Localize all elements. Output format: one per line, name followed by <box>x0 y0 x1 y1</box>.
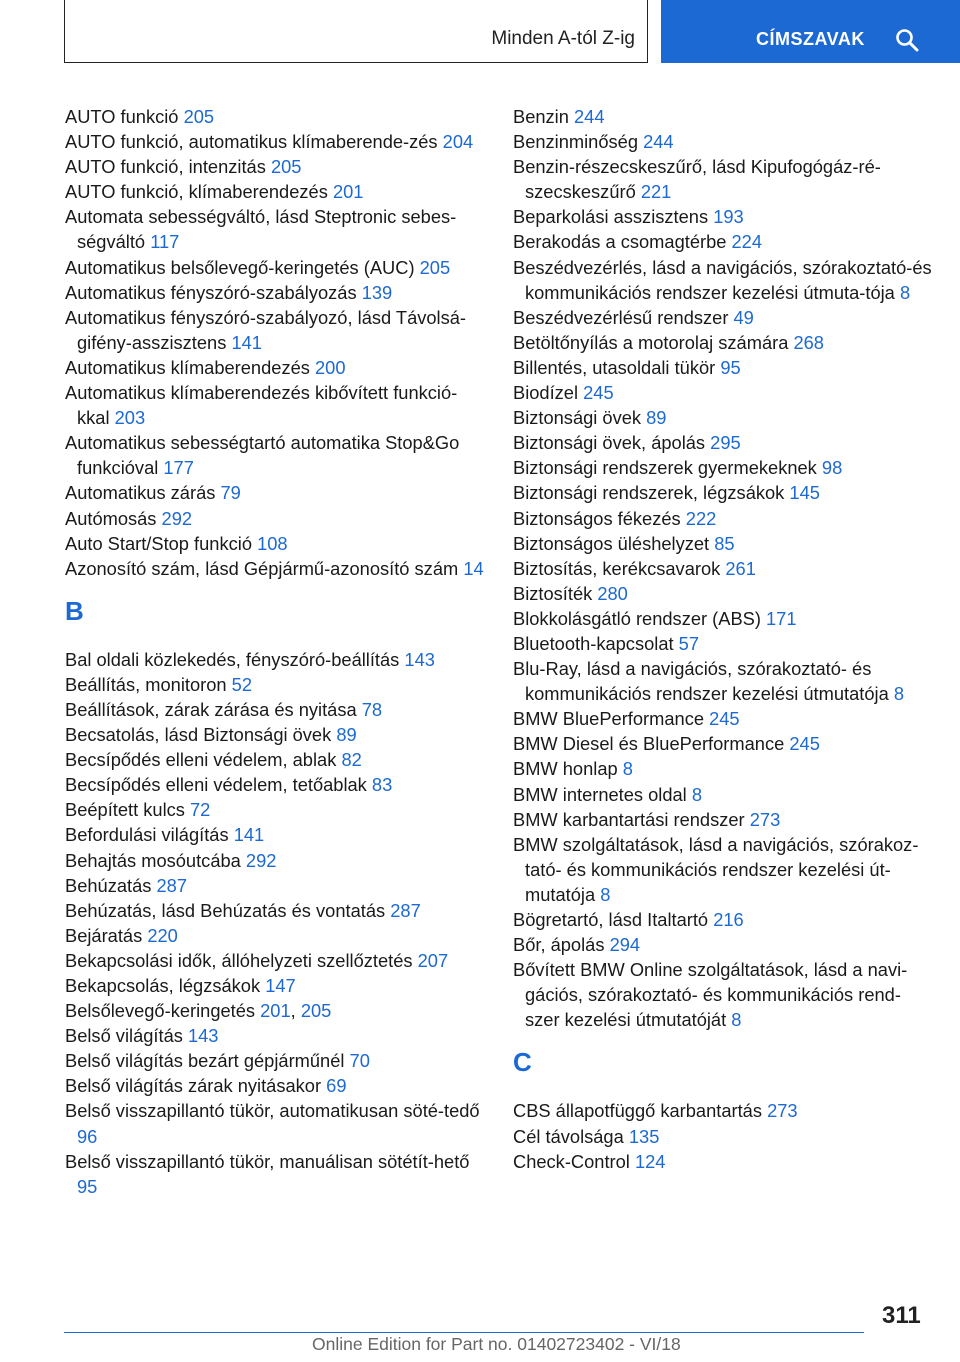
entry-text: CBS állapotfüggő karbantartás <box>513 1100 762 1122</box>
entry-text: Azonosító szám, lásd Gépjármű-azonosító szám <box>65 557 459 579</box>
entry-text: Automatikus fényszóró-szabályozó, lásd Távolsá-gifény-asszisztens <box>65 306 467 353</box>
page-link[interactable]: 78 <box>361 698 383 720</box>
page-link[interactable]: 221 <box>640 181 672 203</box>
page-link[interactable]: 204 <box>442 131 474 153</box>
page-link[interactable]: 108 <box>257 532 288 554</box>
entry-text: BMW internetes oldal <box>513 783 687 805</box>
page-link[interactable]: 117 <box>150 231 180 253</box>
entry-text: Behúzatás <box>65 874 152 896</box>
page-link[interactable]: 244 <box>643 131 674 153</box>
index-entry <box>65 747 485 772</box>
index-entry <box>65 822 485 847</box>
index-entry <box>65 672 485 697</box>
entry-text: Beszédvezérlés, lásd a navigációs, szórakoztató-és kommunikációs rendszer kezelési útmuta-tója <box>513 256 932 303</box>
page-link[interactable]: 96 <box>77 1125 98 1147</box>
index-entry <box>513 932 933 957</box>
entry-text: Beállítások, zárak zárása és nyitása <box>65 698 357 720</box>
index-entry <box>513 255 933 305</box>
page-link[interactable]: 201 <box>332 181 364 203</box>
page-link[interactable]: 89 <box>336 724 357 746</box>
page-link[interactable]: 245 <box>789 733 820 755</box>
entry-text: AUTO funkció, klímaberendezés <box>65 181 328 203</box>
entry-text: Bejáratás <box>65 924 143 946</box>
page-link[interactable]: 205 <box>183 106 215 127</box>
page-link[interactable]: 143 <box>187 1025 219 1047</box>
right-column <box>513 104 933 1174</box>
page-link[interactable]: 245 <box>583 382 614 404</box>
index-entry <box>513 581 933 606</box>
entry-text: Automatikus klímaberendezés kibővített funkció-kkal <box>65 382 458 429</box>
page-link[interactable]: 95 <box>720 356 741 378</box>
entry-text: Automatikus zárás <box>65 482 216 504</box>
page-number: 311 <box>882 1302 921 1329</box>
page-link[interactable]: 200 <box>314 356 346 378</box>
index-entry <box>513 1124 933 1149</box>
index-entry <box>513 706 933 731</box>
entry-text: Auto Start/Stop funkció <box>65 532 252 554</box>
entry-text: Becsatolás, lásd Biztonsági övek <box>65 724 332 746</box>
entry-text: AUTO funkció <box>65 106 179 127</box>
page-link[interactable]: 85 <box>714 532 735 554</box>
entry-text: Belső visszapillantó tükör, automatikusan söté-tedő <box>65 1100 480 1122</box>
entry-text: Blokkolásgátló rendszer (ABS) <box>513 607 761 629</box>
index-entry <box>513 129 933 154</box>
index-entry <box>513 782 933 807</box>
index-entry <box>513 455 933 480</box>
index-entry <box>65 1098 485 1148</box>
entry-text: Betöltőnyílás a motorolaj számára <box>513 331 789 353</box>
page-link[interactable]: 139 <box>361 281 393 303</box>
page-link[interactable]: 8 <box>899 281 911 303</box>
index-entry <box>65 154 485 179</box>
index-entry <box>65 104 485 129</box>
index-entry <box>513 229 933 254</box>
entries-b-right <box>513 104 933 1032</box>
page-link[interactable]: 49 <box>733 306 754 328</box>
index-entry <box>65 898 485 923</box>
entry-text: Belsőlevegő-keringetés <box>65 1000 256 1022</box>
header-title-box <box>64 0 648 63</box>
footer-edition: Online Edition for Part no. 01402723402 - VI/18 <box>312 1334 681 1354</box>
index-entry <box>65 380 485 430</box>
page-link[interactable]: 143 <box>404 648 435 670</box>
entry-text: Blu-Ray, lásd a navigációs, szórakoztató- és kommunikációs rendszer kezelési útmutatója <box>513 658 889 705</box>
entry-text: Biztonságos fékezés <box>513 507 681 529</box>
page-link[interactable]: 52 <box>231 673 253 695</box>
index-entry: Belsőlevegő-keringetés 201, 205 <box>65 1000 332 1022</box>
index-entry <box>513 104 933 129</box>
entry-text: Automatikus sebességtartó automatika Stop&Go funkcióval <box>65 432 460 479</box>
index-entry <box>513 656 933 706</box>
page-link[interactable]: 280 <box>597 582 628 604</box>
page-link[interactable]: 220 <box>147 924 178 946</box>
entry-text: AUTO funkció, intenzitás <box>65 156 266 178</box>
page-link[interactable]: 216 <box>713 909 744 930</box>
entry-text: Beparkolási asszisztens <box>513 206 709 228</box>
index-entry <box>65 1023 485 1048</box>
index-entry <box>65 647 485 672</box>
index-entry <box>65 1048 485 1073</box>
entry-text: Belső világítás zárak nyitásakor <box>65 1075 322 1097</box>
index-entry <box>65 531 485 556</box>
page-link[interactable]: 273 <box>749 808 781 830</box>
entry-text: Bekapcsolás, légzsákok <box>65 975 261 996</box>
index-entry <box>513 907 933 932</box>
entry-text: Berakodás a csomagtérbe <box>513 231 727 253</box>
index-entry <box>65 255 485 280</box>
entry-text: Biztosíték <box>513 582 593 604</box>
entry-text: Bőr, ápolás <box>513 934 605 956</box>
index-entry <box>65 280 485 305</box>
keywords-label[interactable]: CÍMSZAVAK <box>756 29 865 49</box>
entry-text: Biztonsági rendszerek, légzsákok <box>513 482 785 504</box>
section-letter-b: B <box>65 595 84 626</box>
entries-b-left <box>65 647 485 1199</box>
index-entry <box>65 848 485 873</box>
entry-text: Biztosítás, kerékcsavarok <box>513 557 721 579</box>
entry-text: Autómosás <box>65 507 157 529</box>
page-link[interactable]: 79 <box>220 482 241 504</box>
index-entry <box>513 330 933 355</box>
page-link[interactable]: 205 <box>419 256 451 278</box>
index-entry <box>513 556 933 581</box>
page-link[interactable]: 205 <box>300 1000 332 1022</box>
entry-text: Beállítás, monitoron <box>65 673 227 695</box>
entry-text: Behúzatás, lásd Behúzatás és vontatás <box>65 899 386 921</box>
index-entry <box>65 973 485 998</box>
index-entry <box>513 506 933 531</box>
page-link[interactable]: 201 <box>260 1000 291 1022</box>
page-link[interactable]: 273 <box>767 1100 798 1122</box>
index-entry <box>65 506 485 531</box>
entry-text: Behajtás mosóutcába <box>65 849 241 871</box>
page-link[interactable]: 294 <box>609 934 641 956</box>
entry-text: Beépített kulcs <box>65 799 185 821</box>
page-link[interactable]: 83 <box>371 774 393 796</box>
entry-text: Automata sebességváltó, lásd Steptronic sebes-ségváltó <box>65 206 457 253</box>
page-link[interactable]: 72 <box>190 799 211 821</box>
page-link[interactable]: 287 <box>156 874 187 896</box>
entry-text: Biztonságos üléshelyzet <box>513 532 710 554</box>
page-link[interactable]: 145 <box>789 482 820 504</box>
index-entry <box>513 832 933 907</box>
page-link[interactable]: 135 <box>628 1125 660 1147</box>
index-entry <box>65 204 485 254</box>
page-link[interactable]: 287 <box>390 899 421 921</box>
entry-text: Biztonsági övek, ápolás <box>513 432 706 454</box>
index-entry <box>513 305 933 330</box>
entry-text: Belső világítás <box>65 1025 183 1047</box>
page-link[interactable]: 224 <box>731 231 763 253</box>
entry-text: Bővített BMW Online szolgáltatások, lásd a navi-gációs, szórakoztató- és kommunikációs rend-szer kezelési útmutatóját <box>513 959 908 1031</box>
entry-text: Bekapcsolási idők, állóhelyzeti szellőztetés <box>65 949 413 971</box>
page-link[interactable]: 95 <box>77 1175 98 1197</box>
page-link[interactable]: 69 <box>326 1075 347 1097</box>
entry-text: Belső visszapillantó tükör, manuálisan sötétít-hető <box>65 1150 470 1172</box>
entry-text: Bal oldali közlekedés, fényszóró-beállítás <box>65 648 400 670</box>
page-link[interactable]: 8 <box>622 758 633 780</box>
index-entry <box>513 380 933 405</box>
page-link[interactable]: 82 <box>341 749 362 771</box>
page-link[interactable]: 147 <box>265 975 296 996</box>
index-entry <box>65 923 485 948</box>
entry-text: Benzinminőség <box>513 131 638 153</box>
page-link[interactable]: 124 <box>634 1150 666 1172</box>
entry-text: Automatikus belsőlevegő-keringetés (AUC) <box>65 256 415 278</box>
page-link[interactable]: 98 <box>821 457 843 479</box>
entry-text: BMW Diesel és BluePerformance <box>513 733 785 755</box>
index-entry <box>65 697 485 722</box>
page-link[interactable]: 292 <box>161 507 193 529</box>
page-link[interactable]: 8 <box>600 883 611 905</box>
page-link[interactable]: 57 <box>678 632 700 654</box>
left-column <box>65 104 485 1199</box>
index-entry <box>513 355 933 380</box>
keywords-tab[interactable] <box>661 0 960 63</box>
index-entry <box>513 1149 933 1174</box>
entries-a <box>65 104 485 581</box>
index-entry <box>65 305 485 355</box>
section-title: Minden A-tól Z-ig <box>491 28 635 49</box>
footer-divider <box>64 1332 864 1333</box>
index-entry <box>513 1098 933 1123</box>
page-link[interactable]: 205 <box>270 156 302 178</box>
index-entry <box>65 1073 485 1098</box>
entry-text: Biztonsági övek <box>513 407 642 429</box>
index-entry <box>513 531 933 556</box>
page-link[interactable]: 245 <box>709 708 740 730</box>
index-entry <box>513 807 933 832</box>
index-entry <box>65 948 485 973</box>
entry-text: Bluetooth-kapcsolat <box>513 632 674 654</box>
page-link[interactable]: 141 <box>231 331 262 353</box>
index-entry <box>513 480 933 505</box>
entry-text: Check-Control <box>513 1150 630 1172</box>
page-link[interactable]: 14 <box>463 557 484 579</box>
entry-text: BMW karbantartási rendszer <box>513 808 745 830</box>
page-link[interactable]: 193 <box>713 206 744 228</box>
entry-text: Becsípődés elleni védelem, tetőablak <box>65 774 367 796</box>
index-entry <box>65 556 485 581</box>
index-entry <box>65 129 485 154</box>
entry-text: BMW BluePerformance <box>513 708 704 730</box>
page-link[interactable]: 8 <box>691 783 703 805</box>
entry-text: Automatikus klímaberendezés <box>65 356 310 378</box>
index-entry <box>65 797 485 822</box>
entry-text: BMW szolgáltatások, lásd a navigációs, szórakoz-tató- és kommunikációs rendszer kezelési út-mutatója <box>513 833 919 905</box>
section-letter-c: C <box>513 1047 532 1078</box>
entry-text: Befordulási világítás <box>65 824 229 846</box>
page-link[interactable]: 261 <box>725 557 756 579</box>
page-link[interactable]: 8 <box>893 683 905 705</box>
page-link[interactable]: 89 <box>646 407 667 429</box>
page-link[interactable]: 222 <box>685 507 717 529</box>
page-link[interactable]: 8 <box>731 1009 742 1031</box>
index-entry <box>65 722 485 747</box>
page-link[interactable]: 268 <box>793 331 824 353</box>
index-entry <box>65 772 485 797</box>
index-entry <box>513 405 933 430</box>
index-entry <box>513 731 933 756</box>
index-entry <box>65 873 485 898</box>
entry-text: Automatikus fényszóró-szabályozás <box>65 281 357 303</box>
entry-text: Cél távolsága <box>513 1125 624 1147</box>
index-entry <box>513 204 933 229</box>
page-link[interactable]: 292 <box>245 849 277 871</box>
page-link[interactable]: 203 <box>114 407 146 429</box>
index-entry <box>65 179 485 204</box>
entry-text: Bögretartó, lásd Italtartó <box>513 909 709 930</box>
index-entry <box>513 631 933 656</box>
page-link[interactable]: 70 <box>349 1050 370 1072</box>
page-link[interactable]: 244 <box>574 106 605 127</box>
index-entry <box>513 430 933 455</box>
page-link[interactable]: 141 <box>233 824 265 846</box>
entry-text: Benzin <box>513 106 569 127</box>
page-link[interactable]: 207 <box>417 949 449 971</box>
page-link[interactable]: 295 <box>710 432 741 454</box>
index-entry <box>513 756 933 781</box>
entry-text: Beszédvezérlésű rendszer <box>513 306 729 328</box>
index-entry <box>65 355 485 380</box>
index-entry <box>513 154 933 204</box>
entry-text: Biztonsági rendszerek gyermekeknek <box>513 457 817 479</box>
page-link[interactable]: 177 <box>163 457 194 479</box>
entry-text: Benzin-részecskeszűrő, lásd Kipufogógáz-ré-szecskeszűrő <box>513 156 881 203</box>
entry-text: Belső világítás bezárt gépjárműnél <box>65 1050 345 1072</box>
entry-text: Biodízel <box>513 382 579 404</box>
entry-text: Becsípődés elleni védelem, ablak <box>65 749 337 771</box>
entries-c <box>513 1098 933 1173</box>
index-entry <box>513 957 933 1032</box>
index-entry <box>65 430 485 480</box>
entry-text: AUTO funkció, automatikus klímaberende-zés <box>65 131 438 153</box>
entry-text: Billentés, utasoldali tükör <box>513 356 716 378</box>
index-entry <box>65 1149 485 1199</box>
entry-text: BMW honlap <box>513 758 618 780</box>
page-link[interactable]: 171 <box>766 607 797 629</box>
index-entry <box>513 606 933 631</box>
index-entry <box>65 480 485 505</box>
search-icon[interactable] <box>895 28 919 52</box>
